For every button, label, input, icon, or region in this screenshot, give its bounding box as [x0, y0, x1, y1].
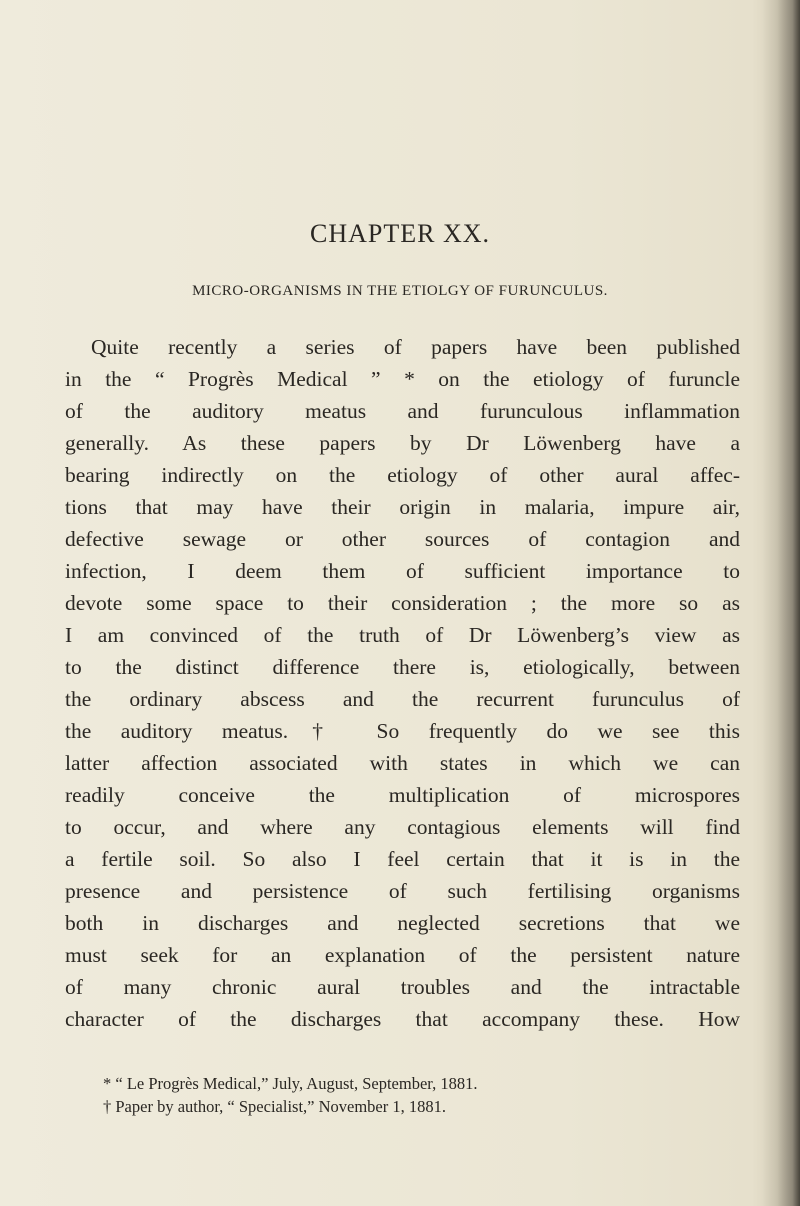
chapter-title: CHAPTER XX. — [309, 219, 490, 248]
body-line: Quite recently a series of papers have been published — [91, 335, 740, 359]
footnote: * “ Le Progrès Medical,” July, August, September, 1881. — [103, 1074, 478, 1093]
body-text — [65, 331, 740, 1035]
body-line: I am convinced of the truth of Dr Löwenberg’s view as — [65, 623, 740, 647]
body-line: presence and persistence of such fertilising organisms — [65, 879, 740, 903]
body-line: generally. As these papers by Dr Löwenberg have a — [65, 431, 740, 455]
body-line: the auditory meatus.† So frequently do we see this — [65, 719, 740, 743]
body-line: devote some space to their consideration ; the more so as — [65, 591, 740, 615]
body-line: must seek for an explanation of the persistent nature — [65, 943, 740, 967]
body-line: infection, I deem them of sufficient importance to — [65, 559, 740, 583]
footnote: † Paper by author, “ Specialist,” November 1, 1881. — [103, 1097, 447, 1116]
body-line: of many chronic aural troubles and the intractable — [65, 975, 740, 999]
body-line: bearing indirectly on the etiology of other aural affec- — [65, 463, 740, 487]
body-line: tions that may have their origin in malaria, impure air, — [65, 495, 740, 519]
body-line: in the “ Progrès Medical ” * on the etiology of furuncle — [65, 367, 740, 391]
body-line: latter affection associated with states in which we can — [65, 751, 740, 775]
body-line: the ordinary abscess and the recurrent furunculus of — [65, 687, 740, 711]
body-line: a fertile soil. So also I feel certain that it is in the — [65, 847, 740, 871]
page-edge-shadow — [762, 0, 800, 1206]
body-line: of the auditory meatus and furunculous inflammation — [65, 399, 740, 423]
footnotes — [103, 1072, 703, 1118]
body-line: both in discharges and neglected secretions that we — [65, 911, 740, 935]
body-line: defective sewage or other sources of contagion and — [65, 527, 740, 551]
body-line: readily conceive the multiplication of microspores — [65, 783, 740, 807]
section-title: MICRO-ORGANISMS IN THE ETIOLGY OF FURUNCULUS. — [192, 283, 608, 299]
body-line: character of the discharges that accompany these. How — [65, 1007, 740, 1031]
body-line: to occur, and where any contagious elements will find — [65, 815, 740, 839]
body-line: to the distinct difference there is, etiologically, between — [65, 655, 740, 679]
